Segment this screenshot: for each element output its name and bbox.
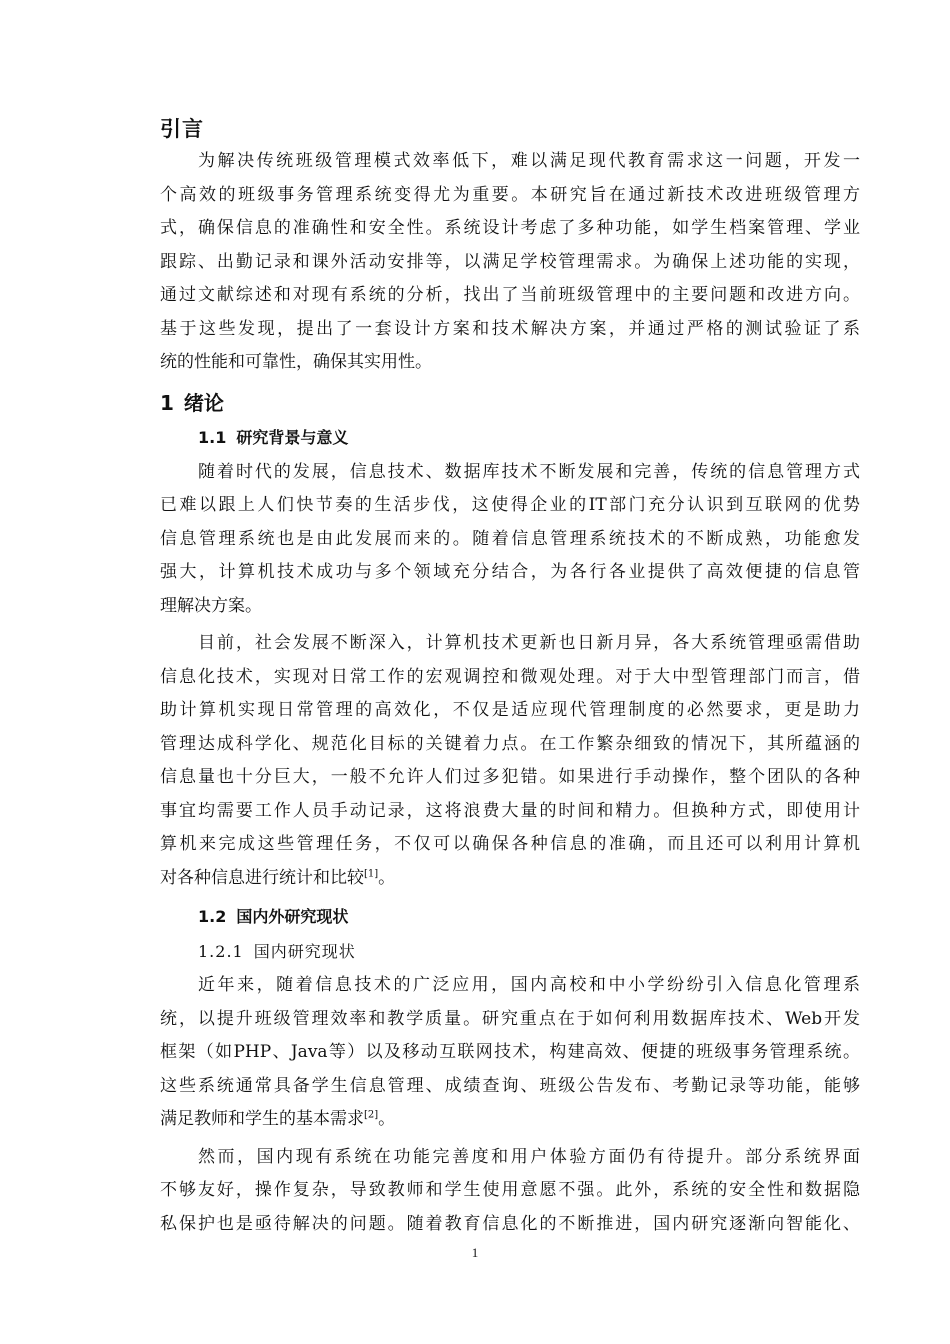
body-line: 事宜均需要工作人员手动记录，这将浪费大量的时间和精力。但换种方式，即使用计 (160, 800, 860, 821)
body-text: 。 (378, 1109, 396, 1129)
section-title: 研究背景与意义 (236, 427, 349, 447)
section-1-1-paragraph-1 (160, 456, 860, 624)
subsection-title: 国内研究现状 (253, 942, 356, 961)
section-number: 1.2 (198, 907, 227, 926)
intro-line: 为解决传统班级管理模式效率低下，难以满足现代教育需求这一问题，开发一 (198, 151, 860, 171)
body-line: 这些系统通常具备学生信息管理、成绩查询、班级公告发布、考勤记录等功能，能够 (160, 1075, 860, 1096)
intro-line: 式，确保信息的准确性和安全性。系统设计考虑了多种功能，如学生档案管理、学业 (160, 218, 860, 238)
body-line-with-citation (160, 862, 860, 896)
body-line: 随着时代的发展，信息技术、数据库技术不断发展和完善，传统的信息管理方式 (198, 461, 860, 482)
section-1-2-paragraph-1 (160, 969, 860, 1137)
section-number: 1.1 (198, 427, 227, 447)
body-line: 近年来，随着信息技术的广泛应用，国内高校和中小学纷纷引入信息化管理系 (198, 975, 860, 995)
body-text: 满足教师和学生的基本需求 (160, 1109, 364, 1129)
body-text: 。 (378, 867, 396, 888)
chapter-title: 绪论 (183, 390, 224, 415)
body-line: 强大，计算机技术成功与多个领域充分结合，为各行各业提供了高效便捷的信息管 (160, 562, 860, 582)
body-line: 不够友好，操作复杂，导致教师和学生使用意愿不强。此外，系统的安全性和数据隐 (160, 1180, 860, 1200)
section-heading-1-2 (160, 899, 860, 935)
body-line: 然而，国内现有系统在功能完善度和用户体验方面仍有待提升。部分系统界面 (198, 1146, 860, 1167)
section-heading-1-1 (160, 420, 860, 456)
citation-ref[interactable]: [2] (364, 1109, 379, 1121)
subsection-number: 1.2.1 (198, 942, 244, 961)
page-content (160, 113, 860, 1245)
intro-line: 通过文献综述和对现有系统的分析，找出了当前班级管理中的主要问题和改进方向。 (160, 285, 860, 305)
chapter-number: 1 (160, 390, 174, 415)
section-1-1-paragraph-2 (160, 627, 860, 895)
intro-line: 基于这些发现，提出了一套设计方案和技术解决方案，并通过严格的测试验证了系 (160, 318, 860, 339)
intro-line: 跟踪、出勤记录和课外活动安排等，以满足学校管理需求。为确保上述功能的实现， (160, 251, 860, 272)
body-line: 信息化技术，实现对日常工作的宏观调控和微观处理。对于大中型管理部门而言，借 (160, 666, 860, 687)
body-line: 框架（如PHP、Java等）以及移动互联网技术，构建高效、便捷的班级事务管理系统。 (160, 1042, 860, 1062)
intro-line: 统的性能和可靠性，确保其实用性。 (160, 352, 432, 372)
intro-paragraph (160, 145, 860, 380)
body-line: 目前，社会发展不断深入，计算机技术更新也日新月异，各大系统管理亟需借助 (198, 633, 860, 653)
section-1-2-paragraph-2 (160, 1141, 860, 1242)
chapter-heading (160, 386, 860, 420)
body-line: 管理达成科学化、规范化目标的关键着力点。在工作繁杂细致的情况下，其所蕴涵的 (160, 733, 860, 754)
section-title: 国内外研究现状 (236, 907, 349, 926)
body-line: 统，以提升班级管理效率和教学质量。研究重点在于如何利用数据库技术、Web开发 (160, 1008, 860, 1029)
body-line: 算机来完成这些管理任务，不仅可以确保各种信息的准确，而且还可以利用计算机 (160, 834, 860, 854)
body-line: 助计算机实现日常管理的高效化，不仅是适应现代管理制度的必然要求，更是助力 (160, 700, 860, 720)
page-number: 1 (471, 1245, 479, 1260)
subsection-heading-1-2-1 (160, 935, 860, 969)
body-line: 已难以跟上人们快节奏的生活步伐，这使得企业的IT部门充分认识到互联网的优势 (160, 495, 860, 515)
intro-heading: 引言 (160, 117, 204, 141)
body-line: 信息管理系统也是由此发展而来的。随着信息管理系统技术的不断成熟，功能愈发 (160, 528, 860, 549)
citation-ref[interactable]: [1] (364, 867, 379, 879)
body-line-with-citation (160, 1103, 860, 1137)
body-line: 私保护也是亟待解决的问题。随着教育信息化的不断推进，国内研究逐渐向智能化、 (160, 1213, 860, 1234)
body-line: 理解决方案。 (160, 595, 262, 616)
body-line: 信息量也十分巨大，一般不允许人们过多犯错。如果进行手动操作，整个团队的各种 (160, 767, 860, 787)
body-text: 对各种信息进行统计和比较 (160, 867, 364, 888)
intro-line: 个高效的班级事务管理系统变得尤为重要。本研究旨在通过新技术改进班级管理方 (160, 184, 860, 205)
